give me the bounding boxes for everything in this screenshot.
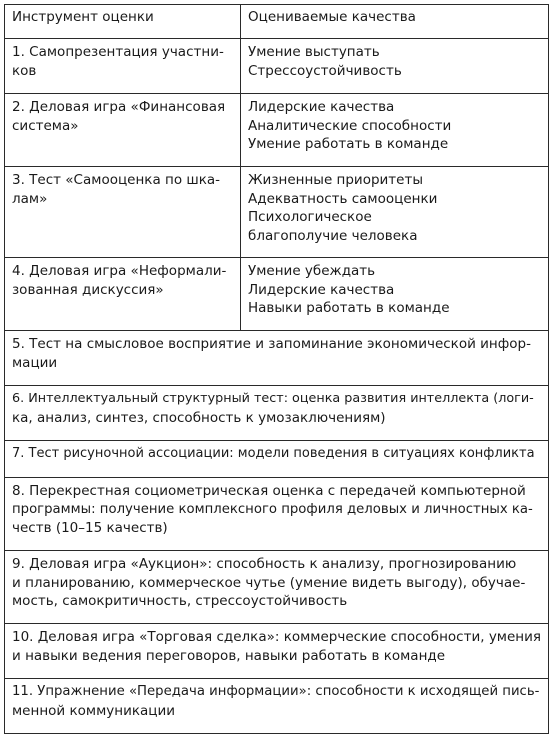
tool-text-line: система» xyxy=(12,117,79,134)
table-row-full xyxy=(5,478,549,551)
quality-item: Адекватность самооценки xyxy=(248,190,438,207)
quality-item: Умение убеждать xyxy=(248,263,376,279)
full-width-cell xyxy=(5,551,549,624)
full-text-line: и планированию, коммерческое чутье (умение видеть выгоду), обучае- xyxy=(12,574,526,591)
quality-item: Лидерские качества xyxy=(248,99,395,115)
full-width-cell xyxy=(5,331,549,386)
table-row xyxy=(5,39,549,94)
full-text-line: программы: получение комплексного профиля деловых и личностных ка- xyxy=(12,501,533,517)
full-width-cell xyxy=(5,679,549,734)
qualities-cell xyxy=(241,258,549,331)
qualities-cell xyxy=(241,94,549,167)
table-row xyxy=(5,167,549,258)
header-cell-tool xyxy=(5,5,241,39)
full-width-cell xyxy=(5,478,549,551)
tool-text-line: 2. Деловая игра «Финансовая xyxy=(12,99,226,115)
tool-cell xyxy=(5,94,241,167)
tool-text-line: 1. Самопрезентация участни- xyxy=(12,44,224,60)
full-text-line: мость, самокритичность, стрессоустойчивость xyxy=(12,593,348,609)
full-text-line: и навыки ведения переговоров, навыки работать в команде xyxy=(12,647,446,664)
table-row-full xyxy=(5,331,549,386)
quality-item: Психологическое xyxy=(248,209,372,225)
header-qualities-label: Оцениваемые качества xyxy=(248,9,416,25)
tool-cell xyxy=(5,39,241,94)
tool-cell xyxy=(5,167,241,258)
header-tool-label: Инструмент оценки xyxy=(12,9,154,25)
tool-text-line: ков xyxy=(12,62,37,79)
table-row-full xyxy=(5,386,549,441)
tool-text-line: 3. Тест «Самооценка по шка- xyxy=(12,172,221,188)
qualities-cell xyxy=(241,167,549,258)
table-row xyxy=(5,258,549,331)
full-text-line: 8. Перекрестная социометрическая оценка с передачей компьютерной xyxy=(12,483,526,499)
tool-text-line: лам» xyxy=(12,190,48,207)
full-width-cell xyxy=(5,441,549,478)
table-row-full xyxy=(5,441,549,478)
full-text-line: 9. Деловая игра «Аукцион»: способность к анализу, прогнозированию xyxy=(12,556,517,572)
full-text-line: честв (10–15 качеств) xyxy=(12,520,168,536)
quality-item: Умение работать в команде xyxy=(248,136,449,152)
assessment-table xyxy=(4,4,549,734)
tool-cell xyxy=(5,258,241,331)
quality-item: благополучие человека xyxy=(248,227,418,244)
table-row-full xyxy=(5,679,549,734)
quality-item: Стрессоустойчивость xyxy=(248,62,402,79)
table-header-row xyxy=(5,5,549,39)
full-width-cell xyxy=(5,624,549,679)
quality-item: Аналитические способности xyxy=(248,117,452,134)
full-text-line: 6. Интеллектуальный структурный тест: оценка развития интеллекта (логи- xyxy=(12,391,534,406)
full-text-line: 11. Упражнение «Передача информации»: способности к исходящей пись- xyxy=(12,684,540,699)
full-width-cell xyxy=(5,386,549,441)
table-row-full xyxy=(5,551,549,624)
full-text-line: 7. Тест рисуночной ассоциации: модели поведения в ситуациях конфликта xyxy=(12,446,535,461)
table-row xyxy=(5,94,549,167)
quality-item: Жизненные приоритеты xyxy=(248,172,423,188)
quality-item: Умение выступать xyxy=(248,44,380,60)
full-text-line: мации xyxy=(12,354,58,371)
full-text-line: 10. Деловая игра «Торговая сделка»: коммерческие способности, умения xyxy=(12,629,542,645)
table-row-full xyxy=(5,624,549,679)
qualities-cell xyxy=(241,39,549,94)
full-text-line: 5. Тест на смысловое восприятие и запоминание экономической инфор- xyxy=(12,336,531,352)
full-text-line: менной коммуникации xyxy=(12,702,176,719)
quality-item: Лидерские качества xyxy=(248,281,395,298)
tool-text-line: зованная дискуссия» xyxy=(12,281,164,298)
header-cell-qualities xyxy=(241,5,549,39)
tool-text-line: 4. Деловая игра «Неформали- xyxy=(12,263,227,279)
full-text-line: ка, анализ, синтез, способность к умозаключениям) xyxy=(12,409,386,426)
quality-item: Навыки работать в команде xyxy=(248,300,450,316)
